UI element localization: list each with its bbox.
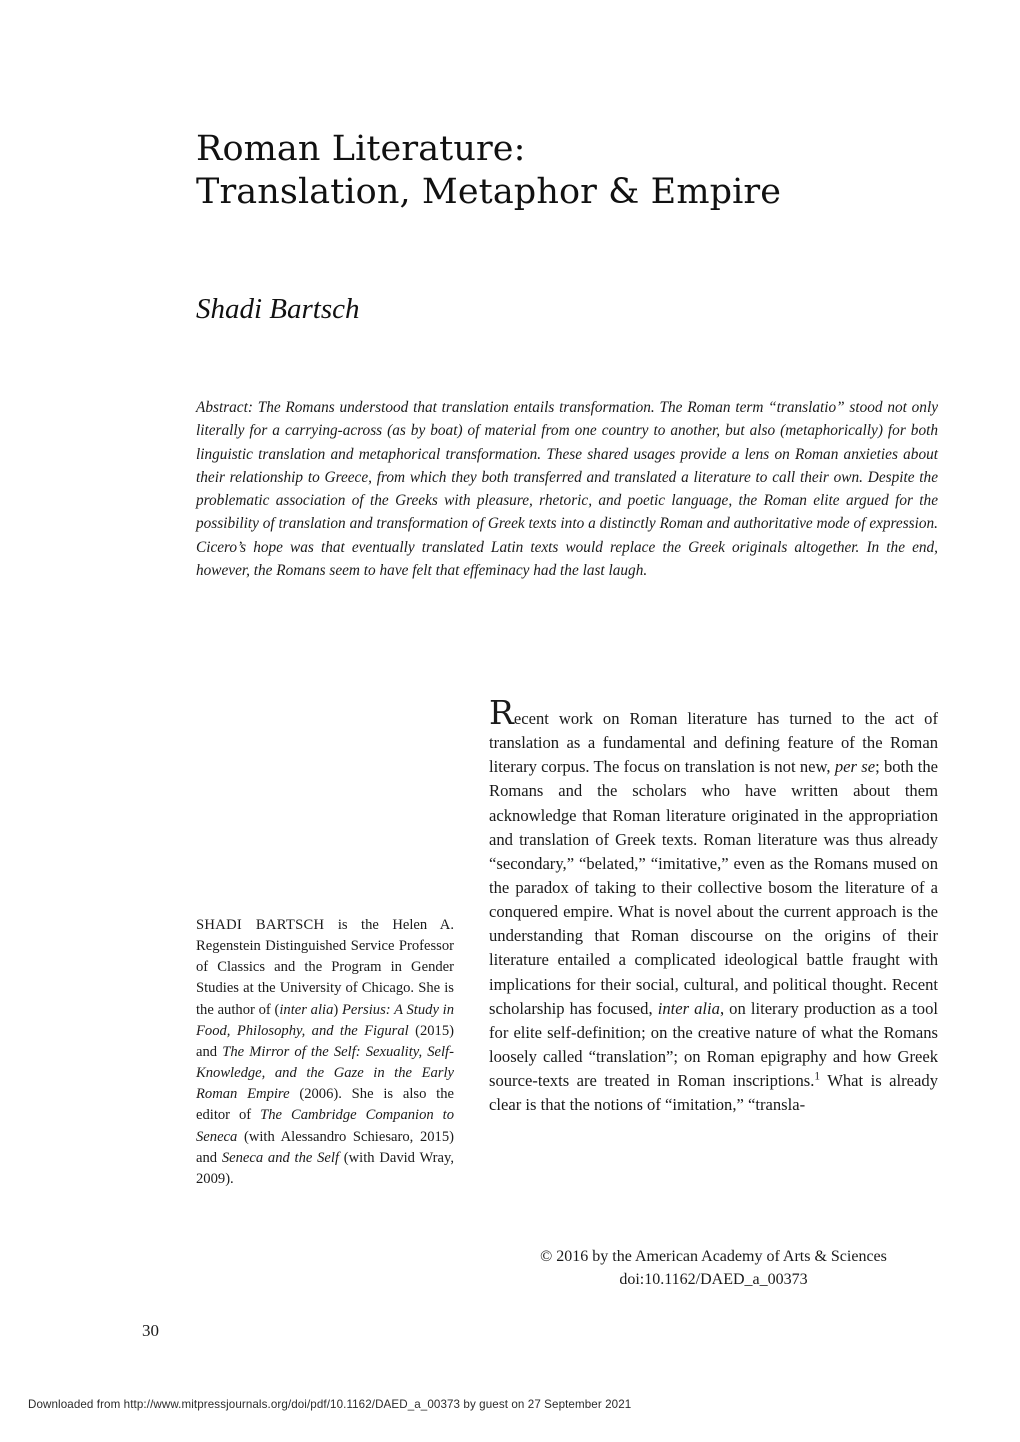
bio-author-name: SHADI BARTSCH: [196, 917, 325, 933]
title-line-1: Roman Literature:: [196, 129, 526, 169]
bio-italic-5: Seneca and the Self: [221, 1149, 340, 1166]
bio-italic-3: The Mirror of the Self: Sexuality, Self-Knowledge, and the Gaze in the Early Roman Empire: [196, 1043, 454, 1103]
bio-italic-1: inter alia: [279, 1001, 334, 1018]
bio-text-6: (with David Wray, 2009).: [196, 1149, 454, 1187]
footnote-marker: 1: [814, 1070, 821, 1083]
copyright-line: © 2016 by the American Academy of Arts & Sciences: [540, 1248, 887, 1265]
copyright-block: [489, 1245, 938, 1291]
bio-text-3: (2015) and: [196, 1022, 454, 1060]
bio-text-2: ): [333, 1001, 342, 1018]
page-number: 30: [142, 1321, 159, 1340]
body-text-4: What is already clear is that the notions of “imitation,” “transla-: [489, 1071, 938, 1115]
body-text-3: , on literary production as a tool for elite self-definition; on the creative nature of what the Romans loosely called “translation”; on Roman epigraphy and how Greek source-texts are treated in Roman inscriptions.: [489, 998, 938, 1091]
abstract-text: Abstract: The Romans understood that translation entails transformation. The Roman term “translatio” stood not only literally for a carrying-across (as by boat) of material from one country to another, but also (metaphorically) for both linguistic translation and metaphorical transformation. These shared usages provide a lens on Roman anxieties about their relationship to Greece, from which they both transferred and translated a literature to call their own. Despite the problematic association of the Greeks with pleasure, rhetoric, and poetic language, the Roman elite argued for the possibility of translation and transformation of Greek texts into a distinctly Roman and authoritative mode of expression. Cicero’s hope was that eventually translated Latin texts would replace the Greek originals altogether. In the end, however, the Romans seem to have felt that effeminacy had the last laugh.: [196, 399, 938, 579]
body-text-2: ; both the Romans and the scholars who have written about them acknowledge that Roman literature originated in the appropriation and translation of Greek texts. Roman literature was thus already “secondary,” “belated,” “imitative,” even as the Romans mused on the paradox of taking to their collective bosom the literature of a conquered empire. What is novel about the current approach is the understanding that Roman discourse on the origins of their literature entailed a complicated ideological battle fraught with implications for their social, cultural, and political thought. Recent scholarship has focused,: [489, 757, 938, 1018]
bio-text-5: (with Alessandro Schiesaro, 2015) and: [196, 1128, 454, 1166]
drop-cap: R: [489, 693, 514, 732]
body-column: [489, 693, 938, 1117]
author-bio-note: [196, 915, 454, 1190]
doi-line: doi:10.1162/DAED_a_00373: [619, 1271, 808, 1289]
bio-text-1: is the Helen A. Regenstein Distinguished Service Professor of Classics and the Program in Gender Studies at the University of Chicago. She is the author of (: [196, 917, 454, 1018]
bio-italic-2: Persius: A Study in Food, Philosophy, and the Figural: [196, 1001, 455, 1039]
page-title: [196, 128, 836, 213]
bio-italic-4: The Cambridge Companion to Seneca: [196, 1107, 454, 1145]
bio-text-4: (2006). She is also the editor of: [196, 1086, 454, 1124]
body-italic-per-se: per se: [834, 757, 876, 777]
title-line-2: Translation, Metaphor & Empire: [196, 171, 782, 212]
download-provenance-note: Downloaded from http://www.mitpressjournals.org/doi/pdf/10.1162/DAED_a_00373 by guest on 27 September 2021: [28, 1398, 632, 1411]
body-text-1: ecent work on Roman literature has turned to the act of translation as a fundamental and defining feature of the Roman literary corpus. The focus on translation is not new,: [489, 709, 938, 777]
author-name: Shadi Bartsch: [196, 293, 360, 325]
body-italic-inter-alia: inter alia: [657, 998, 720, 1018]
